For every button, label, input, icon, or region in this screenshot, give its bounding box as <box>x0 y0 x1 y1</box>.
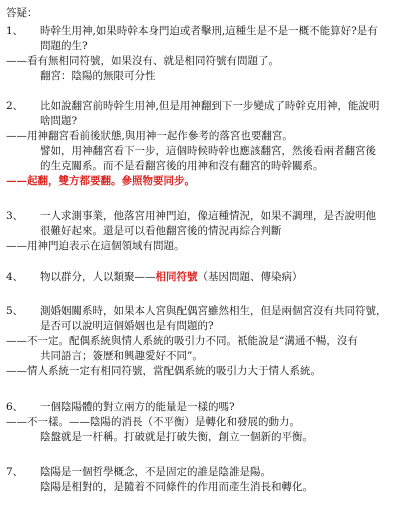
question-line: 測婚姻關系時，如果本人宮與配偶宮雖然相生，但是兩個宮沒有共同符號， <box>40 305 387 317</box>
answer-line: 翻宮：陰陽的無限可分性 <box>40 70 156 82</box>
answer-line: ——用神翻宮看前後狀態,與用神一起作參考的落宮也要翻宮。 <box>6 130 293 142</box>
answer-line: ——用神門迫表示在這個領域有問題。 <box>6 240 185 252</box>
highlight-text: 相同符號 <box>155 271 198 283</box>
statement-suffix: （基因問題、傳染病） <box>197 271 303 283</box>
item-number: 5、 <box>6 305 24 317</box>
qa-item-1 <box>6 24 411 84</box>
question-line: 很難好起來。還是可以看他翻宮後的情況再綜合判斷 <box>40 225 282 237</box>
question-line: 一人求測事業，他落宮用神門迫，像這種情況，如果不調理，是否說明他 <box>40 210 376 222</box>
answer-line: 共同語言；簽歷和興趣愛好不同”。 <box>40 350 203 362</box>
question-line: 時幹生用神,如果時幹本身門迫或者擊刑,這種生是不是一概不能算好?是有 <box>40 25 378 37</box>
question-2 <box>6 99 411 129</box>
statement-line: 陰陽是一個哲學概念，不是固定的誰是陰誰是陽。 <box>40 466 271 478</box>
answer-line: 譬如，用神翻宮看下一步，這個時候時幹也應該翻宮，然後看兩者翻宮後 <box>40 145 376 157</box>
answer-line: 的生克關系。而不是看翻宮後的用神和沒有翻宮的時幹關系。 <box>40 160 324 172</box>
item-number: 6、 <box>6 401 24 413</box>
question-line: 一個陰陽體的對立兩方的能量是一樣的嗎? <box>40 401 235 413</box>
question-line: 比如說翻宮前時幹生用神,但是用神翻到下一步變成了時幹克用神，能說明 <box>40 100 380 112</box>
question-line: 是否可以說明這個婚姻也是有問題的? <box>40 320 214 332</box>
item-number: 3、 <box>6 210 24 222</box>
item-number: 2、 <box>6 100 24 112</box>
question-4 <box>6 270 411 285</box>
qa-item-5 <box>6 304 411 379</box>
item-number: 4、 <box>6 271 24 283</box>
answer-line: ——看有無相同符號，如果沒有、就是相同符號有問題了。 <box>6 55 279 67</box>
qa-item-6 <box>6 400 411 445</box>
answer-line: ——不一定。配偶系統與情人系統的吸引力不同。祇能說是“溝通不暢，沒有 <box>6 335 358 347</box>
qa-item-7 <box>6 465 411 495</box>
answer-highlight: ——起翻，雙方都要翻。參照物要同步。 <box>6 175 195 187</box>
question-5 <box>6 304 411 334</box>
heading: 答疑： <box>6 7 38 19</box>
statement-text: 物以群分，人以類聚—— <box>40 271 156 283</box>
question-7 <box>6 465 411 495</box>
qa-item-2 <box>6 99 411 189</box>
qa-item-4 <box>6 270 411 285</box>
item-number: 7、 <box>6 466 24 478</box>
question-line: 啥問題? <box>40 115 78 127</box>
question-1 <box>6 24 411 54</box>
answer-line: ——不一樣。——陰陽的消長（不平衡）是轉化和發展的動力。 <box>6 416 300 428</box>
qa-item-3 <box>6 209 411 254</box>
question-3 <box>6 209 411 239</box>
statement-line: 陰陽是相對的，是隨着不同條件的作用而產生消長和轉化。 <box>40 481 313 493</box>
answer-line: ——情人系統一定有相同符號，當配偶系統的吸引力大于情人系統。 <box>6 365 321 377</box>
answer-line: 陰盤就是一杆稱。打破就是打破失衡，創立一個新的平衡。 <box>40 431 313 443</box>
question-6 <box>6 400 411 415</box>
question-line: 問題的生? <box>40 40 88 52</box>
item-number: 1、 <box>6 25 24 37</box>
